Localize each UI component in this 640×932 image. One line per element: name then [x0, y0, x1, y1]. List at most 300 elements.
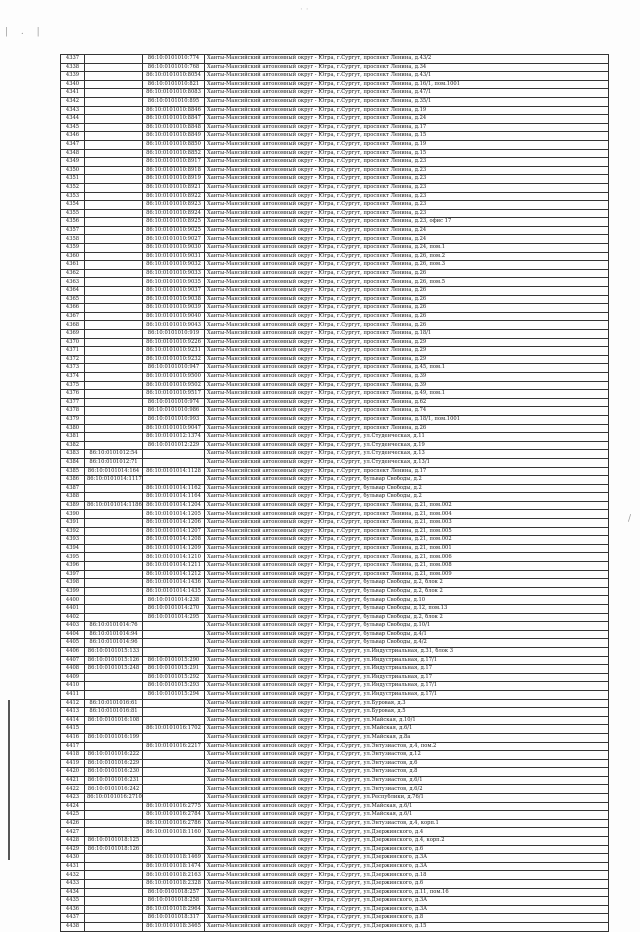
row-number-cell: 4364 [61, 287, 85, 296]
building-cadastral-cell: 86:10:0101010:9038 [143, 295, 205, 304]
land-cadastral-cell [85, 201, 143, 210]
address-cell: Ханты-Мансийский автономный округ - Югра, г.Сургут, проспект Ленина, д.62 [205, 398, 609, 407]
address-cell: Ханты-Мансийский автономный округ - Югра, г.Сургут, проспект Ленина, д.23 [205, 175, 609, 184]
row-number-cell: 4354 [61, 201, 85, 210]
table-row [61, 905, 609, 914]
table-row [61, 759, 609, 768]
address-cell: Ханты-Мансийский автономный округ - Югра, г.Сургут, ул.Дзержинского, д.4 [205, 828, 609, 837]
land-cadastral-cell [85, 355, 143, 364]
scan-mark-center: · · [300, 5, 309, 15]
address-cell: Ханты-Мансийский автономный округ - Югра, г.Сургут, ул.Индустриальная, д.17/1 [205, 656, 609, 665]
building-cadastral-cell: 86:10:0101014:1164 [143, 493, 205, 502]
building-cadastral-cell: 86:10:0101014:270 [143, 605, 205, 614]
building-cadastral-cell: 86:10:0101016:2786 [143, 819, 205, 828]
land-cadastral-cell [85, 493, 143, 502]
building-cadastral-cell: 86:10:0101018:258 [143, 897, 205, 906]
table-row [61, 106, 609, 115]
address-cell: Ханты-Мансийский автономный округ - Югра, г.Сургут, ул.Дзержинского, д.8 [205, 914, 609, 923]
address-cell: Ханты-Мансийский автономный округ - Югра, г.Сургут, ул.Дзержинского, д.4, корп.2 [205, 837, 609, 846]
address-cell: Ханты-Мансийский автономный округ - Югра, г.Сургут, проспект Ленина, д.21, пом.001 [205, 544, 609, 553]
building-cadastral-cell [143, 450, 205, 459]
address-cell: Ханты-Мансийский автономный округ - Югра, г.Сургут, проспект Ленина, д.17 [205, 123, 609, 132]
building-cadastral-cell: 86:10:0101018:317 [143, 914, 205, 923]
building-cadastral-cell: 86:10:0101010:8083 [143, 89, 205, 98]
address-cell: Ханты-Мансийский автономный округ - Югра, г.Сургут, ул.Энтузиастов, д.8 [205, 768, 609, 777]
row-number-cell: 4347 [61, 140, 85, 149]
building-cadastral-cell: 86:10:0101010:9502 [143, 381, 205, 390]
land-cadastral-cell [85, 175, 143, 184]
row-number-cell: 4396 [61, 562, 85, 571]
land-cadastral-cell [85, 244, 143, 253]
row-number-cell: 4421 [61, 776, 85, 785]
address-cell: Ханты-Мансийский автономный округ - Югра, г.Сургут, проспект Ленина, д.43/2 [205, 55, 609, 64]
table-row [61, 596, 609, 605]
table-row [61, 562, 609, 571]
building-cadastral-cell: 86:10:0101010:9043 [143, 321, 205, 330]
table-row [61, 278, 609, 287]
table-row [61, 149, 609, 158]
row-number-cell: 4387 [61, 484, 85, 493]
address-cell: Ханты-Мансийский автономный округ - Югра, г.Сургут, проспект Ленина, д.23 [205, 192, 609, 201]
land-cadastral-cell [85, 553, 143, 562]
row-number-cell: 4355 [61, 209, 85, 218]
land-cadastral-cell: 86:10:0101016:61 [85, 699, 143, 708]
building-cadastral-cell: 86:10:0101010:8921 [143, 183, 205, 192]
building-cadastral-cell: 86:10:0101010:993 [143, 415, 205, 424]
land-cadastral-cell [85, 55, 143, 64]
table-row [61, 785, 609, 794]
row-number-cell: 4359 [61, 244, 85, 253]
row-number-cell: 4368 [61, 321, 85, 330]
row-number-cell: 4343 [61, 106, 85, 115]
address-cell: Ханты-Мансийский автономный округ - Югра, г.Сургут, проспект Ленина, д.19 [205, 106, 609, 115]
table-row [61, 72, 609, 81]
building-cadastral-cell: 86:10:0101010:9031 [143, 252, 205, 261]
table-row [61, 656, 609, 665]
table-row [61, 819, 609, 828]
land-cadastral-cell [85, 828, 143, 837]
address-cell: Ханты-Мансийский автономный округ - Югра, г.Сургут, проспект Ленина, д.15 [205, 149, 609, 158]
building-cadastral-cell: 86:10:0101010:9025 [143, 226, 205, 235]
building-cadastral-cell: 86:10:0101015:292 [143, 673, 205, 682]
table-row [61, 544, 609, 553]
land-cadastral-cell [85, 330, 143, 339]
building-cadastral-cell: 86:10:0101016:2784 [143, 811, 205, 820]
row-number-cell: 4417 [61, 742, 85, 751]
table-row [61, 699, 609, 708]
land-cadastral-cell: 86:10:0101016:222 [85, 751, 143, 760]
land-cadastral-cell [85, 158, 143, 167]
row-number-cell: 4366 [61, 304, 85, 313]
building-cadastral-cell: 86:10:0101015:294 [143, 690, 205, 699]
building-cadastral-cell [143, 476, 205, 485]
land-cadastral-cell [85, 682, 143, 691]
address-cell: Ханты-Мансийский автономный округ - Югра, г.Сургут, ул.Индустриальная, д.17/1 [205, 690, 609, 699]
building-cadastral-cell: 86:10:0101010:9027 [143, 235, 205, 244]
row-number-cell: 4363 [61, 278, 85, 287]
address-cell: Ханты-Мансийский автономный округ - Югра, г.Сургут, ул.Энтузиастов, д.12 [205, 751, 609, 760]
table-row [61, 158, 609, 167]
row-number-cell: 4402 [61, 613, 85, 622]
row-number-cell: 4413 [61, 708, 85, 717]
land-cadastral-cell [85, 871, 143, 880]
address-cell: Ханты-Мансийский автономный округ - Югра, г.Сургут, ул.Энтузиастов, д.6 [205, 759, 609, 768]
building-cadastral-cell: 86:10:0101012:1374 [143, 433, 205, 442]
row-number-cell: 4399 [61, 587, 85, 596]
land-cadastral-cell [85, 527, 143, 536]
table-row [61, 450, 609, 459]
address-cell: Ханты-Мансийский автономный округ - Югра, г.Сургут, бульвар Свободы, д.2 [205, 493, 609, 502]
table-row [61, 287, 609, 296]
row-number-cell: 4428 [61, 837, 85, 846]
table-row [61, 622, 609, 631]
table-row [61, 407, 609, 416]
row-number-cell: 4398 [61, 579, 85, 588]
row-number-cell: 4408 [61, 665, 85, 674]
land-cadastral-cell [85, 862, 143, 871]
building-cadastral-cell: 86:10:0101010:947 [143, 364, 205, 373]
land-cadastral-cell [85, 579, 143, 588]
row-number-cell: 4342 [61, 97, 85, 106]
land-cadastral-cell [85, 880, 143, 889]
address-cell: Ханты-Мансийский автономный округ - Югра, г.Сургут, проспект Ленина, д.24 [205, 115, 609, 124]
table-row [61, 235, 609, 244]
building-cadastral-cell: 86:10:0101015:291 [143, 665, 205, 674]
land-cadastral-cell [85, 269, 143, 278]
land-cadastral-cell: 86:10:0101018:125 [85, 837, 143, 846]
building-cadastral-cell: 86:10:0101010:774 [143, 55, 205, 64]
land-cadastral-cell [85, 364, 143, 373]
building-cadastral-cell [143, 759, 205, 768]
address-cell: Ханты-Мансийский автономный округ - Югра, г.Сургут, проспект Ленина, д.39 [205, 381, 609, 390]
address-cell: Ханты-Мансийский автономный округ - Югра, г.Сургут, ул.Энтузиастов, д.6/1 [205, 776, 609, 785]
row-number-cell: 4361 [61, 261, 85, 270]
address-cell: Ханты-Мансийский автономный округ - Югра, г.Сургут, бульвар Свободы, д.4/2 [205, 639, 609, 648]
building-cadastral-cell [143, 768, 205, 777]
row-number-cell: 4392 [61, 527, 85, 536]
land-cadastral-cell: 86:10:0101016:2710 [85, 794, 143, 803]
land-cadastral-cell [85, 484, 143, 493]
address-cell: Ханты-Мансийский автономный округ - Югра, г.Сургут, ул.Дзержинского, д.11, пом.16 [205, 888, 609, 897]
land-cadastral-cell [85, 433, 143, 442]
address-cell: Ханты-Мансийский автономный округ - Югра, г.Сургут, проспект Ленина, д.26, пом.3 [205, 261, 609, 270]
building-cadastral-cell: 86:10:0101014:1204 [143, 501, 205, 510]
row-number-cell: 4406 [61, 647, 85, 656]
land-cadastral-cell: 86:10:0101014:1117 [85, 476, 143, 485]
building-cadastral-cell: 86:10:0101014:1210 [143, 553, 205, 562]
building-cadastral-cell [143, 647, 205, 656]
table-row [61, 854, 609, 863]
table-row [61, 218, 609, 227]
land-cadastral-cell [85, 115, 143, 124]
table-row [61, 871, 609, 880]
table-row [61, 295, 609, 304]
building-cadastral-cell: 86:10:0101010:9226 [143, 338, 205, 347]
address-cell: Ханты-Мансийский автономный округ - Югра, г.Сургут, ул.Дзержинского, д.3А [205, 905, 609, 914]
land-cadastral-cell: 86:10:0101014:76 [85, 622, 143, 631]
land-cadastral-cell [85, 192, 143, 201]
address-cell: Ханты-Мансийский автономный округ - Югра, г.Сургут, проспект Ленина, д.23 [205, 209, 609, 218]
table-row [61, 665, 609, 674]
row-number-cell: 4384 [61, 458, 85, 467]
land-cadastral-cell [85, 132, 143, 141]
row-number-cell: 4376 [61, 390, 85, 399]
table-row [61, 330, 609, 339]
land-cadastral-cell [85, 235, 143, 244]
land-cadastral-cell [85, 897, 143, 906]
row-number-cell: 4360 [61, 252, 85, 261]
table-row [61, 862, 609, 871]
building-cadastral-cell: 86:10:0101010:768 [143, 63, 205, 72]
address-cell: Ханты-Мансийский автономный округ - Югра, г.Сургут, проспект Ленина, д.18/1, пом.1001 [205, 415, 609, 424]
table-row [61, 476, 609, 485]
table-row [61, 355, 609, 364]
land-cadastral-cell [85, 802, 143, 811]
address-cell: Ханты-Мансийский автономный округ - Югра, г.Сургут, проспект Ленина, д.26, пом.2 [205, 252, 609, 261]
building-cadastral-cell [143, 699, 205, 708]
building-cadastral-cell: 86:10:0101018:1160 [143, 828, 205, 837]
land-cadastral-cell: 86:10:0101016:229 [85, 759, 143, 768]
table-row [61, 364, 609, 373]
address-cell: Ханты-Мансийский автономный округ - Югра, г.Сургут, проспект Ленина, д.26 [205, 295, 609, 304]
table-row [61, 742, 609, 751]
building-cadastral-cell [143, 776, 205, 785]
land-cadastral-cell [85, 261, 143, 270]
row-number-cell: 4403 [61, 622, 85, 631]
table-row [61, 89, 609, 98]
table-row [61, 381, 609, 390]
address-cell: Ханты-Мансийский автономный округ - Югра, г.Сургут, ул.Энтузиастов, д.6/2 [205, 785, 609, 794]
building-cadastral-cell: 86:10:0101016:2775 [143, 802, 205, 811]
address-cell: Ханты-Мансийский автономный округ - Югра, г.Сургут, проспект Ленина, д.34 [205, 63, 609, 72]
address-cell: Ханты-Мансийский автономный округ - Югра, г.Сургут, проспект Ленина, д.18/1 [205, 330, 609, 339]
scan-mark-left: | . | [5, 27, 45, 37]
land-cadastral-cell [85, 278, 143, 287]
land-cadastral-cell: 86:10:0101016:230 [85, 768, 143, 777]
land-cadastral-cell [85, 80, 143, 89]
address-cell: Ханты-Мансийский автономный округ - Югра, г.Сургут, ул.Майская, д.6/1 [205, 725, 609, 734]
registry-table-body [61, 55, 609, 932]
row-number-cell: 4420 [61, 768, 85, 777]
address-cell: Ханты-Мансийский автономный округ - Югра, г.Сургут, проспект Ленина, д.17 [205, 467, 609, 476]
row-number-cell: 4401 [61, 605, 85, 614]
building-cadastral-cell: 86:10:0101010:974 [143, 398, 205, 407]
address-cell: Ханты-Мансийский автономный округ - Югра, г.Сургут, проспект Ленина, д.23 [205, 158, 609, 167]
row-number-cell: 4356 [61, 218, 85, 227]
land-cadastral-cell: 86:10:0101015:133 [85, 647, 143, 656]
land-cadastral-cell [85, 544, 143, 553]
land-cadastral-cell: 86:10:0101014:96 [85, 639, 143, 648]
table-row [61, 630, 609, 639]
land-cadastral-cell [85, 347, 143, 356]
table-row [61, 201, 609, 210]
row-number-cell: 4427 [61, 828, 85, 837]
row-number-cell: 4386 [61, 476, 85, 485]
land-cadastral-cell [85, 596, 143, 605]
land-cadastral-cell [85, 562, 143, 571]
building-cadastral-cell: 86:10:0101015:290 [143, 656, 205, 665]
building-cadastral-cell: 86:10:0101014:1205 [143, 510, 205, 519]
building-cadastral-cell: 86:10:0101010:9039 [143, 304, 205, 313]
building-cadastral-cell: 86:10:0101010:8849 [143, 132, 205, 141]
building-cadastral-cell: 86:10:0101015:293 [143, 682, 205, 691]
address-cell: Ханты-Мансийский автономный округ - Югра, г.Сургут, проспект Ленина, д.23 [205, 201, 609, 210]
row-number-cell: 4381 [61, 433, 85, 442]
building-cadastral-cell [143, 751, 205, 760]
building-cadastral-cell: 86:10:0101010:9033 [143, 269, 205, 278]
land-cadastral-cell [85, 381, 143, 390]
table-row [61, 725, 609, 734]
table-row [61, 682, 609, 691]
land-cadastral-cell: 86:10:0101014:94 [85, 630, 143, 639]
table-row [61, 811, 609, 820]
row-number-cell: 4385 [61, 467, 85, 476]
building-cadastral-cell: 86:10:0101014:1435 [143, 587, 205, 596]
address-cell: Ханты-Мансийский автономный округ - Югра, г.Сургут, ул.Дзержинского, д.3А [205, 854, 609, 863]
row-number-cell: 4433 [61, 880, 85, 889]
row-number-cell: 4430 [61, 854, 85, 863]
land-cadastral-cell [85, 312, 143, 321]
building-cadastral-cell: 86:10:0101010:8923 [143, 201, 205, 210]
row-number-cell: 4351 [61, 175, 85, 184]
building-cadastral-cell: 86:10:0101010:8054 [143, 72, 205, 81]
land-cadastral-cell [85, 338, 143, 347]
land-cadastral-cell: 86:10:0101014:1186 [85, 501, 143, 510]
row-number-cell: 4377 [61, 398, 85, 407]
row-number-cell: 4375 [61, 381, 85, 390]
table-row [61, 587, 609, 596]
row-number-cell: 4348 [61, 149, 85, 158]
address-cell: Ханты-Мансийский автономный округ - Югра, г.Сургут, ул.Республики, д.76/1 [205, 794, 609, 803]
address-cell: Ханты-Мансийский автономный округ - Югра, г.Сургут, ул.Дзержинского, д.6 [205, 880, 609, 889]
land-cadastral-cell: 86:10:0101014:164 [85, 467, 143, 476]
address-cell: Ханты-Мансийский автономный округ - Югра, г.Сургут, ул.Индустриальная, д.17 [205, 673, 609, 682]
table-row [61, 613, 609, 622]
building-cadastral-cell: 86:10:0101018:2163 [143, 871, 205, 880]
land-cadastral-cell [85, 914, 143, 923]
scan-edge-line [8, 700, 10, 860]
address-cell: Ханты-Мансийский автономный округ - Югра, г.Сургут, бульвар Свободы, д.2, блок 2 [205, 579, 609, 588]
address-cell: Ханты-Мансийский автономный округ - Югра, г.Сургут, проспект Ленина, д.21, пом.009 [205, 570, 609, 579]
land-cadastral-cell [85, 922, 143, 931]
table-row [61, 97, 609, 106]
row-number-cell: 4423 [61, 794, 85, 803]
row-number-cell: 4374 [61, 372, 85, 381]
row-number-cell: 4436 [61, 905, 85, 914]
land-cadastral-cell [85, 605, 143, 614]
land-cadastral-cell [85, 811, 143, 820]
row-number-cell: 4362 [61, 269, 85, 278]
address-cell: Ханты-Мансийский автономный округ - Югра, г.Сургут, ул.Майская, д.6/1 [205, 802, 609, 811]
address-cell: Ханты-Мансийский автономный округ - Югра, г.Сургут, проспект Ленина, д.21, пом.004 [205, 510, 609, 519]
address-cell: Ханты-Мансийский автономный округ - Югра, г.Сургут, проспект Ленина, д.29 [205, 338, 609, 347]
row-number-cell: 4405 [61, 639, 85, 648]
table-row [61, 132, 609, 141]
building-cadastral-cell: 86:10:0101010:9040 [143, 312, 205, 321]
address-cell: Ханты-Мансийский автономный округ - Югра, г.Сургут, проспект Ленина, д.43/1 [205, 72, 609, 81]
row-number-cell: 4372 [61, 355, 85, 364]
land-cadastral-cell [85, 415, 143, 424]
address-cell: Ханты-Мансийский автономный округ - Югра, г.Сургут, проспект Ленина, д.49, пом.1 [205, 390, 609, 399]
table-row [61, 828, 609, 837]
row-number-cell: 4373 [61, 364, 85, 373]
row-number-cell: 4409 [61, 673, 85, 682]
table-row [61, 338, 609, 347]
building-cadastral-cell: 86:10:0101014:1436 [143, 579, 205, 588]
row-number-cell: 4367 [61, 312, 85, 321]
land-cadastral-cell [85, 321, 143, 330]
address-cell: Ханты-Мансийский автономный округ - Югра, г.Сургут, проспект Ленина, д.23 [205, 183, 609, 192]
building-cadastral-cell: 86:10:0101010:9500 [143, 372, 205, 381]
row-number-cell: 4339 [61, 72, 85, 81]
building-cadastral-cell: 86:10:0101012:229 [143, 441, 205, 450]
building-cadastral-cell: 86:10:0101018:1474 [143, 862, 205, 871]
row-number-cell: 4371 [61, 347, 85, 356]
building-cadastral-cell: 86:10:0101016:1702 [143, 725, 205, 734]
building-cadastral-cell: 86:10:0101014:295 [143, 613, 205, 622]
row-number-cell: 4353 [61, 192, 85, 201]
land-cadastral-cell [85, 226, 143, 235]
row-number-cell: 4365 [61, 295, 85, 304]
stray-pen-mark: / [628, 514, 632, 524]
building-cadastral-cell: 86:10:0101010:8917 [143, 158, 205, 167]
building-cadastral-cell: 86:10:0101018:2328 [143, 880, 205, 889]
land-cadastral-cell: 86:10:0101012:71 [85, 458, 143, 467]
land-cadastral-cell [85, 287, 143, 296]
table-row [61, 192, 609, 201]
building-cadastral-cell [143, 733, 205, 742]
building-cadastral-cell: 86:10:0101018:1469 [143, 854, 205, 863]
row-number-cell: 4388 [61, 493, 85, 502]
land-cadastral-cell [85, 149, 143, 158]
table-row [61, 708, 609, 717]
table-row [61, 269, 609, 278]
address-cell: Ханты-Мансийский автономный округ - Югра, г.Сургут, ул.Дзержинского, д.18 [205, 871, 609, 880]
address-cell: Ханты-Мансийский автономный округ - Югра, г.Сургут, ул.Студенческая, д.13/1 [205, 458, 609, 467]
row-number-cell: 4383 [61, 450, 85, 459]
building-cadastral-cell: 86:10:0101010:8847 [143, 115, 205, 124]
address-cell: Ханты-Мансийский автономный округ - Югра, г.Сургут, ул.Буровая, д.5 [205, 708, 609, 717]
building-cadastral-cell: 86:10:0101010:9032 [143, 261, 205, 270]
building-cadastral-cell: 86:10:0101010:9035 [143, 278, 205, 287]
land-cadastral-cell [85, 106, 143, 115]
land-cadastral-cell [85, 570, 143, 579]
row-number-cell: 4352 [61, 183, 85, 192]
table-row [61, 690, 609, 699]
table-row [61, 433, 609, 442]
row-number-cell: 4415 [61, 725, 85, 734]
table-row [61, 415, 609, 424]
land-cadastral-cell [85, 690, 143, 699]
land-cadastral-cell [85, 888, 143, 897]
table-row [61, 261, 609, 270]
table-row [61, 209, 609, 218]
table-row [61, 794, 609, 803]
building-cadastral-cell: 86:10:0101016:2217 [143, 742, 205, 751]
land-cadastral-cell: 86:10:0101018:126 [85, 845, 143, 854]
row-number-cell: 4425 [61, 811, 85, 820]
table-row [61, 304, 609, 313]
address-cell: Ханты-Мансийский автономный округ - Югра, г.Сургут, ул.Энтузиастов, д.4, пом.2 [205, 742, 609, 751]
row-number-cell: 4378 [61, 407, 85, 416]
address-cell: Ханты-Мансийский автономный округ - Югра, г.Сургут, проспект Ленина, д.26 [205, 312, 609, 321]
table-row [61, 312, 609, 321]
row-number-cell: 4344 [61, 115, 85, 124]
building-cadastral-cell: 86:10:0101018:257 [143, 888, 205, 897]
address-cell: Ханты-Мансийский автономный округ - Югра, г.Сургут, бульвар Свободы, д.2 [205, 484, 609, 493]
building-cadastral-cell: 86:10:0101010:9231 [143, 347, 205, 356]
table-row [61, 372, 609, 381]
